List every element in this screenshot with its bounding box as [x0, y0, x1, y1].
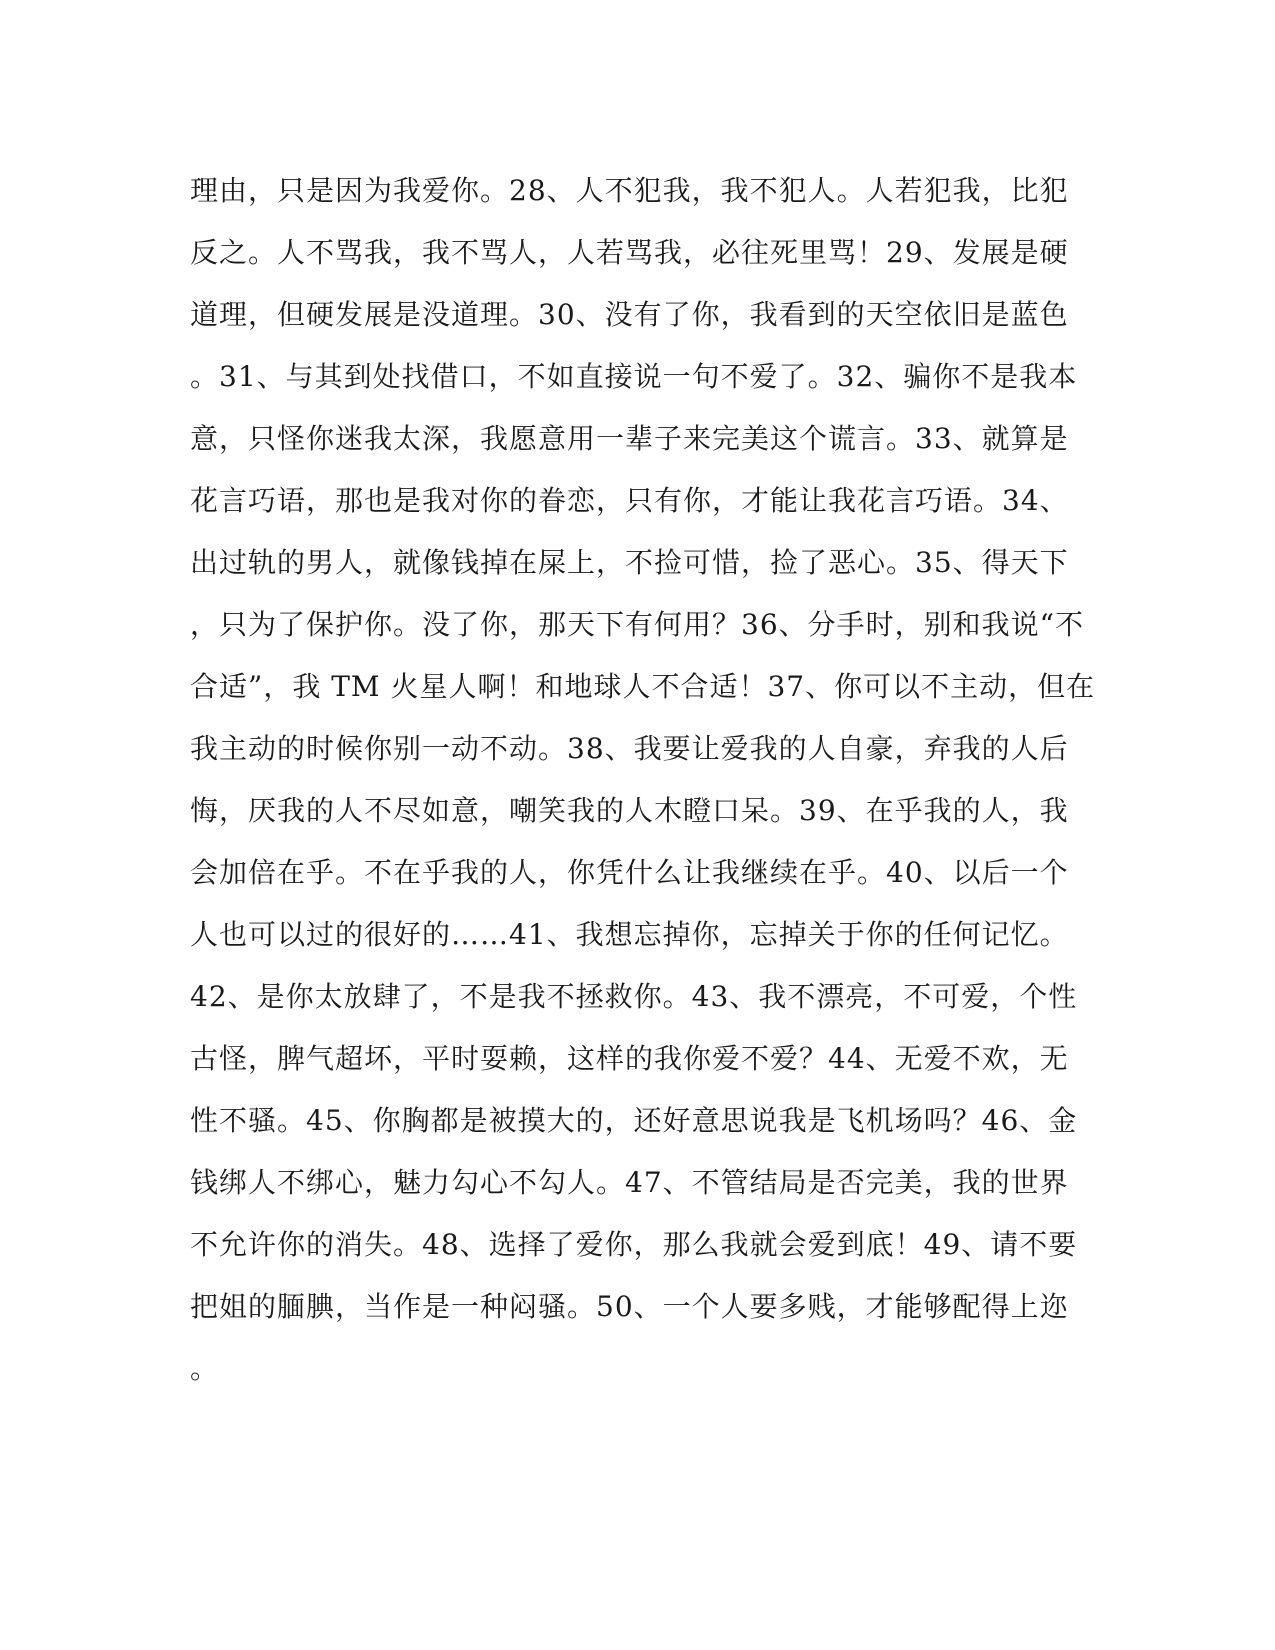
- body-text: [190, 160, 1096, 1400]
- text-line: 意，只怪你迷我太深，我愿意用一辈子来完美这个谎言。33、就算是: [190, 422, 1069, 455]
- text-line: 花言巧语，那也是我对你的眷恋，只有你，才能让我花言巧语。34、: [190, 484, 1069, 517]
- text-line: 会加倍在乎。不在乎我的人，你凭什么让我继续在乎。40、以后一个: [190, 856, 1069, 889]
- text-line: 反之。人不骂我，我不骂人，人若骂我，必往死里骂！29、发展是硬: [190, 236, 1069, 269]
- text-line: 不允许你的消失。48、选择了爱你，那么我就会爱到底！49、请不要: [190, 1228, 1078, 1261]
- text-line: 出过轨的男人，就像钱掉在屎上，不捡可惜，捡了恶心。35、得天下: [190, 546, 1069, 579]
- text-line: 。31、与其到处找借口，不如直接说一句不爱了。32、骗你不是我本: [190, 360, 1078, 393]
- text-line: 合适”，我 TM 火星人啊！和地球人不合适！37、你可以不主动，但在: [190, 670, 1096, 703]
- text-line: 把姐的腼腆，当作是一种闷骚。50、一个人要多贱，才能够配得上迩: [190, 1290, 1069, 1323]
- text-line: 钱绑人不绑心，魅力勾心不勾人。47、不管结局是否完美，我的世界: [190, 1166, 1069, 1199]
- text-line: 我主动的时候你别一动不动。38、我要让爱我的人自豪，弃我的人后: [190, 732, 1069, 765]
- text-line: ，只为了保护你。没了你，那天下有何用？36、分手时，别和我说“不: [190, 608, 1084, 641]
- text-line: 性不骚。45、你胸都是被摸大的，还好意思说我是飞机场吗？46、金: [190, 1104, 1078, 1137]
- text-line: 古怪，脾气超坏，平时耍赖，这样的我你爱不爱？44、无爱不欢，无: [190, 1042, 1069, 1075]
- text-line: 悔，厌我的人不尽如意，嘲笑我的人木瞪口呆。39、在乎我的人，我: [190, 794, 1069, 827]
- text-line: 道理，但硬发展是没道理。30、没有了你，我看到的天空依旧是蓝色: [190, 298, 1069, 331]
- text-line: 。: [190, 1352, 220, 1385]
- text-line: 42、是你太放肆了，不是我不拯救你。43、我不漂亮，不可爱，个性: [190, 980, 1078, 1013]
- text-line: 理由，只是因为我爱你。28、人不犯我，我不犯人。人若犯我，比犯: [190, 174, 1069, 207]
- text-line: 人也可以过的很好的……41、我想忘掉你，忘掉关于你的任何记忆。: [190, 918, 1069, 951]
